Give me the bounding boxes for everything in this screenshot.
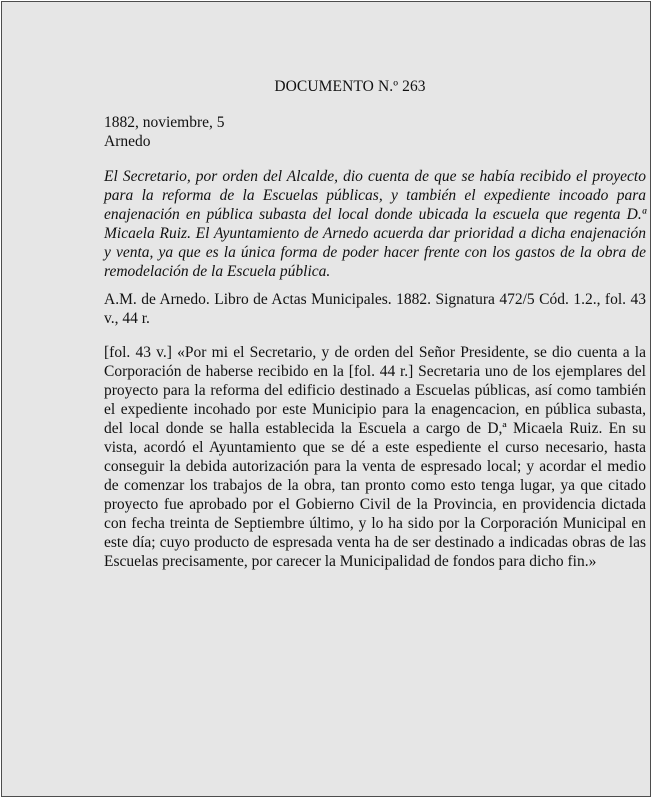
document-title: DOCUMENTO N.º 263 <box>274 78 426 95</box>
date-place-block <box>104 113 646 151</box>
document-date: 1882, noviembre, 5 <box>104 114 225 131</box>
document-place: Arnedo <box>104 133 151 150</box>
document-page <box>1 1 651 797</box>
document-transcription: [fol. 43 v.] «Por mi el Secretario, y de orden del Señor Presidente, se dio cuenta a la Corporación de haberse recibido en la [fol. 44 r.] Secretaria uno de los ejemplares del proyecto para la reforma del edificio destinado a Escuelas públicas, así como también el expediente incohado por este Municipio para la enagencacion, en pública subasta, del local donde se halla establecida la Escuela a cargo de D,ª Micaela Ruiz. En su vista, acordó el Ayuntamiento que se dé a este espediente el curso necesario, hasta conseguir la debida autorización para la venta de espresado local; y acordar el medio de comenzar los trabajos de la obra, tan pronto como esto tenga lugar, ya que citado proyecto fue aprobado por el Gobierno Civil de la Provincia, en providencia dictada con fecha treinta de Septiembre último, y lo ha sido por la Corporación Municipal en este día; cuyo producto de espresada venta ha de ser destinado a indicadas obras de las Escuelas precisamente, por carecer la Municipalidad de fondos para dicho fin.» <box>104 344 646 570</box>
document-summary: El Secretario, por orden del Alcalde, dio cuenta de que se había recibido el proyecto para la reforma de la Escuelas públicas, y también el expediente incoado para enajenación en pública subasta del local donde ubicada la escuela que regenta D.ª Micaela Ruiz. El Ayuntamiento de Arnedo acuerda dar prioridad a dicha enajenación y venta, ya que es la única forma de poder hacer frente con los gastos de la obra de remodelación de la Escuela pública. <box>104 168 646 280</box>
archival-source: A.M. de Arnedo. Libro de Actas Municipales. 1882. Signatura 472/5 Cód. 1.2., fol. 43 v., 44 r. <box>104 291 646 327</box>
